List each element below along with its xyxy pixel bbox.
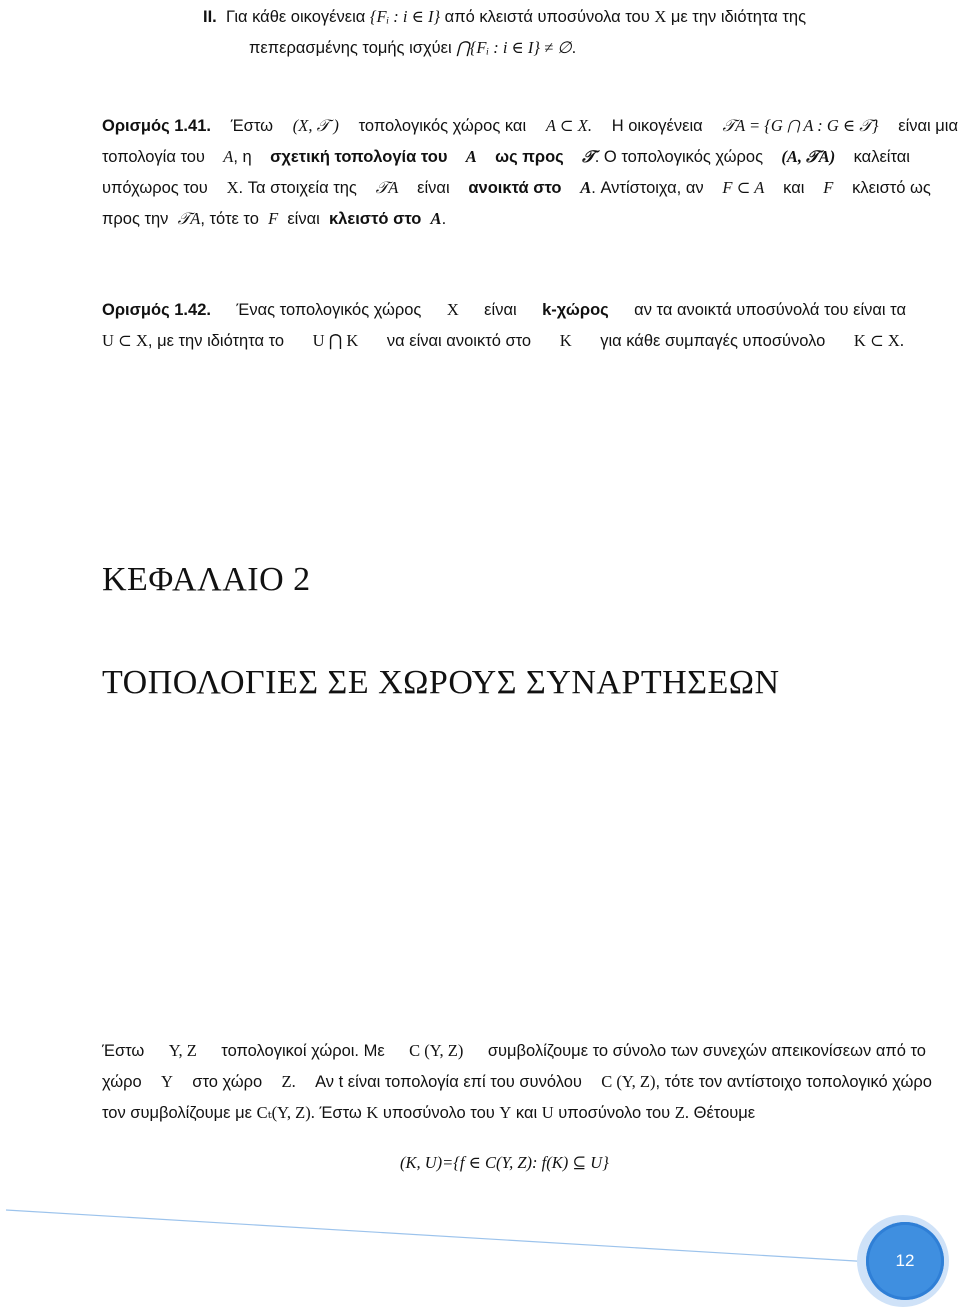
math: 𝒯A — [177, 209, 201, 228]
math: A — [580, 178, 592, 197]
text: είναι — [484, 301, 517, 319]
bold-term: ανοικτά στο — [468, 179, 562, 197]
math: F — [268, 209, 279, 228]
text: Έστω — [319, 1104, 362, 1122]
text: πεπερασμένης τομής ισχύει — [249, 39, 452, 57]
text: . — [571, 39, 577, 57]
text: από κλειστά υποσύνολα του — [444, 8, 650, 26]
math: Y — [499, 1103, 512, 1122]
math: 𝒯A = {G ⋂ A : G ∈ 𝒯} — [722, 116, 879, 135]
bold-term: k-χώρος — [542, 301, 609, 319]
math: 𝒯A — [375, 178, 399, 197]
math: Cₜ(Y, Z). — [256, 1103, 315, 1122]
text: είναι μια — [898, 117, 958, 135]
math: C (Y, Z) — [601, 1072, 656, 1091]
math: U — [541, 1103, 554, 1122]
text: . — [441, 210, 447, 228]
text: , με την ιδιότητα το — [147, 332, 285, 350]
math-family: {Fᵢ : i ∈ I} — [369, 7, 441, 26]
bold-term: σχετική τοπολογία του — [270, 148, 448, 166]
text: Για κάθε οικογένεια — [225, 8, 366, 26]
math: C (Y, Z) — [409, 1041, 464, 1060]
text: τοπολογία του — [102, 148, 205, 166]
text: , τότε τον αντίστοιχο τοπολογικό χώρο — [655, 1073, 932, 1091]
text: Θέτουμε — [693, 1104, 756, 1122]
math: X — [226, 178, 239, 197]
text: . Ο τοπολογικός χώρος — [594, 148, 764, 166]
math-intersection: ⋂{Fᵢ : i ∈ I} ≠ ∅ — [456, 38, 572, 57]
definition-label: Ορισμός 1.42. — [102, 301, 211, 319]
math: K ⊂ X. — [853, 331, 904, 350]
math: U ⋂ K — [312, 331, 359, 350]
text: συμβολίζουμε το σύνολο των συνεχών απεικονίσεων από το — [487, 1042, 926, 1060]
text: Έστω — [102, 1042, 145, 1060]
text: Ένας τοπολογικός χώρος — [236, 301, 422, 319]
text: . Τα στοιχεία της — [238, 179, 357, 197]
math: (A, 𝒯A) — [781, 147, 836, 166]
text: κλειστό ως — [852, 179, 931, 197]
text: υποσύνολο του — [382, 1104, 495, 1122]
definition-label: Ορισμός 1.41. — [102, 117, 211, 135]
text: Η οικογένεια — [611, 117, 703, 135]
math: K — [366, 1103, 379, 1122]
text: και — [783, 179, 805, 197]
math: Y, Z — [168, 1041, 197, 1060]
math: F ⊂ A — [722, 178, 765, 197]
math: A — [430, 209, 442, 228]
item-marker: II. — [203, 8, 217, 26]
text: , τότε το — [200, 210, 259, 228]
math: 𝒯 — [582, 147, 595, 166]
text: καλείται — [853, 148, 910, 166]
formula: (K, U)={f ∈ C(Y, Z): f(K) ⊆ U} — [400, 1153, 609, 1172]
bold-term: κλειστό στο — [328, 210, 422, 228]
math-x: X — [654, 7, 667, 26]
text: τον συμβολίζουμε με — [102, 1104, 252, 1122]
text: για κάθε συμπαγές υποσύνολο — [600, 332, 826, 350]
text: προς την — [102, 210, 169, 228]
text: είναι — [417, 179, 450, 197]
math: A ⊂ X. — [545, 116, 592, 135]
page-number: 12 — [866, 1222, 944, 1300]
text: Αν t είναι τοπολογία επί του συνόλου — [315, 1073, 582, 1091]
text: υποσύνολο του — [558, 1104, 671, 1122]
math: A — [465, 147, 477, 166]
math: Z. — [281, 1072, 296, 1091]
math: U ⊂ X — [102, 331, 148, 350]
math: F — [823, 178, 834, 197]
text: τοπολογικοί χώροι. Με — [221, 1042, 385, 1060]
math: (X, 𝒯 ) — [292, 116, 339, 135]
text: τοπολογικός χώρος και — [358, 117, 527, 135]
text: στο χώρο — [192, 1073, 263, 1091]
chapter-title: ΤΟΠΟΛΟΓΙΕΣ ΣΕ ΧΩΡΟΥΣ ΣΥΝΑΡΤΗΣΕΩΝ — [102, 664, 780, 701]
text: , η — [233, 148, 252, 166]
text: είναι — [287, 210, 320, 228]
text: αν τα ανοικτά υποσύνολά του είναι τα — [634, 301, 906, 319]
math: A — [223, 147, 234, 166]
text: χώρο — [102, 1073, 142, 1091]
text: υπόχωρος του — [102, 179, 208, 197]
text: . Αντίστοιχα, αν — [591, 179, 704, 197]
chapter-number: ΚΕΦΑΛΑΙΟ 2 — [102, 561, 311, 598]
math: X — [446, 300, 459, 319]
math: Z. — [674, 1103, 690, 1122]
text: και — [515, 1104, 538, 1122]
text: να είναι ανοικτό στο — [386, 332, 532, 350]
text: Έστω — [230, 117, 273, 135]
text: με την ιδιότητα της — [670, 8, 807, 26]
bold-term: ως προς — [495, 148, 564, 166]
math: K — [559, 331, 572, 350]
math: Y — [161, 1072, 173, 1091]
